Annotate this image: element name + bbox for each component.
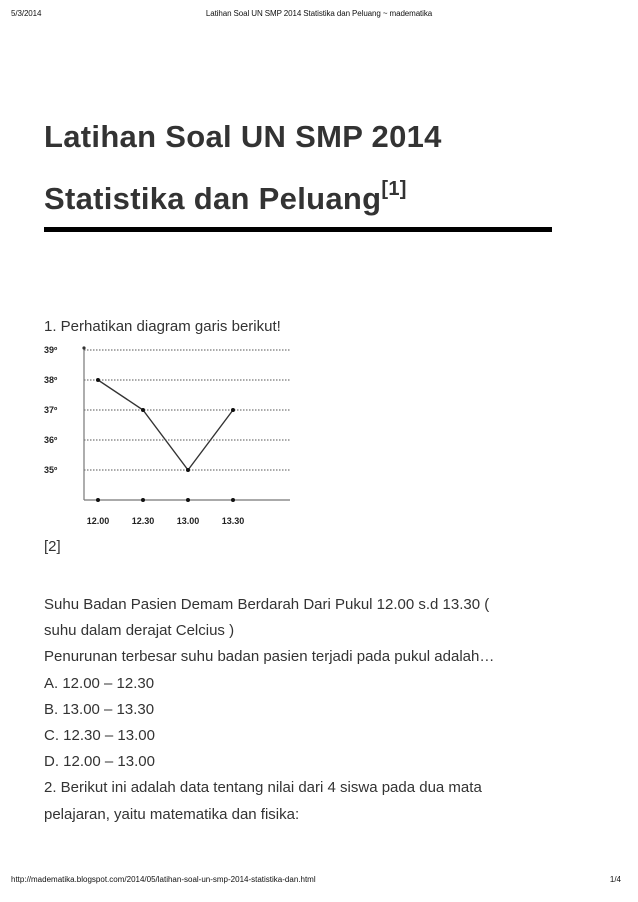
question-1-prompt: 1. Perhatikan diagram garis berikut! bbox=[44, 318, 281, 335]
data-point bbox=[141, 408, 145, 412]
header-date: 5/3/2014 bbox=[11, 9, 42, 18]
y-tick-label: 35º bbox=[44, 465, 58, 475]
x-tick-mark bbox=[96, 498, 100, 502]
data-point bbox=[186, 468, 190, 472]
x-tick-label: 13.30 bbox=[221, 516, 245, 526]
header-title: Latihan Soal UN SMP 2014 Statistika dan Peluang ~ madematika bbox=[205, 9, 433, 18]
title-reference-link[interactable]: [1] bbox=[381, 178, 407, 200]
question-body bbox=[44, 592, 584, 828]
body-line: Penurunan terbesar suhu badan pasien terjadi pada pukul adalah… bbox=[44, 648, 495, 666]
x-tick-label: 12.30 bbox=[131, 516, 155, 526]
question-2-line: 2. Berikut ini adalah data tentang nilai dari 4 siswa pada dua mata bbox=[44, 779, 482, 797]
title-divider bbox=[44, 227, 552, 232]
x-tick-mark bbox=[231, 498, 235, 502]
x-tick-mark bbox=[186, 498, 190, 502]
body-line: Suhu Badan Pasien Demam Berdarah Dari Pukul 12.00 s.d 13.30 ( bbox=[44, 596, 490, 613]
x-tick-mark bbox=[141, 498, 145, 502]
y-tick-label: 39º bbox=[44, 345, 58, 355]
series-line bbox=[98, 380, 233, 470]
y-tick-label: 36º bbox=[44, 435, 58, 445]
line-chart bbox=[40, 340, 310, 530]
option-c: C. 12.30 – 13.00 bbox=[44, 727, 155, 745]
article-title bbox=[44, 106, 584, 230]
x-tick-label: 12.00 bbox=[86, 516, 110, 526]
question-2-line: pelajaran, yaitu matematika dan fisika: bbox=[44, 805, 300, 823]
option-d: D. 12.00 – 13.00 bbox=[44, 753, 155, 771]
title-line-2 bbox=[44, 168, 584, 230]
title-line-2-text: Statistika dan Peluang bbox=[44, 181, 382, 216]
option-b: B. 13.00 – 13.30 bbox=[44, 700, 155, 718]
y-tick-label: 38º bbox=[44, 375, 58, 385]
axis-origin-dot bbox=[82, 346, 85, 349]
footer-page-number: 1/4 bbox=[609, 875, 621, 884]
title-line-1: Latihan Soal UN SMP 2014 bbox=[44, 119, 442, 154]
option-a: A. 12.00 – 12.30 bbox=[44, 674, 155, 692]
y-tick-label: 37º bbox=[44, 405, 58, 415]
data-point bbox=[96, 378, 100, 382]
footer-url: http://madematika.blogspot.com/2014/05/latihan-soal-un-smp-2014-statistika-dan.html bbox=[11, 875, 316, 884]
reference-link-2[interactable]: [2] bbox=[44, 538, 61, 555]
x-tick-label: 13.00 bbox=[176, 516, 200, 526]
data-point bbox=[231, 408, 235, 412]
body-line: suhu dalam derajat Celcius ) bbox=[44, 622, 235, 640]
